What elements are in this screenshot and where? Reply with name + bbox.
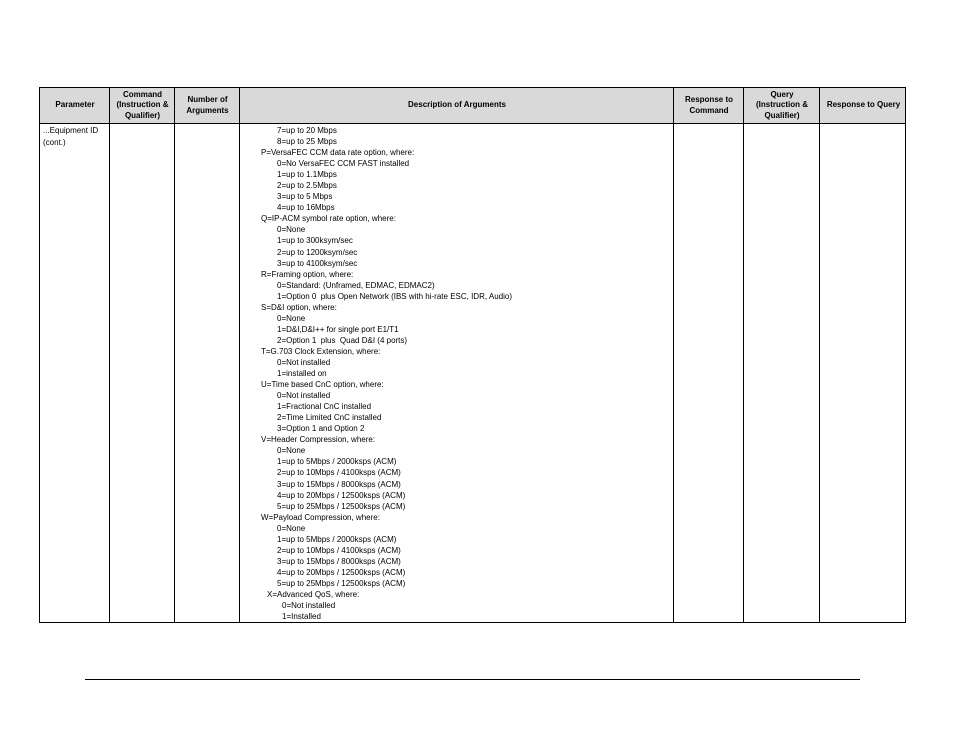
option-value: 2=up to 10Mbps / 4100ksps (ACM) <box>277 468 401 478</box>
option-value: 7=up to 20 Mbps <box>277 126 337 135</box>
option-value: 1=up to 5Mbps / 2000ksps (ACM) <box>277 534 397 544</box>
option-heading: W=Payload Compression, where: <box>261 512 380 522</box>
option-value: 0=No VersaFEC CCM FAST installed <box>277 159 410 169</box>
option-value: 1=Installed <box>282 612 321 622</box>
option-value: 2=up to 10Mbps / 4100ksps (ACM) <box>277 545 401 555</box>
description-cell <box>260 125 512 622</box>
option-value: 0=None <box>277 523 306 533</box>
option-value: 3=Option 1 and Option 2 <box>277 424 365 434</box>
header-description: Description of Arguments <box>408 100 506 110</box>
parameter-cell: ...Equipment ID (cont.) <box>43 126 99 147</box>
header-response-to-command: Response to Command <box>684 95 733 115</box>
option-value: 1=Fractional CnC installed <box>277 402 372 412</box>
option-heading: U=Time based CnC option, where: <box>261 380 384 390</box>
header-command: Command (Instruction & Qualifier) <box>116 89 169 120</box>
option-value: 4=up to 20Mbps / 12500ksps (ACM) <box>277 490 406 500</box>
option-value: 0=Not installed <box>277 391 331 401</box>
option-value: 2=Time Limited CnC installed <box>277 413 382 423</box>
option-value: 1=up to 1.1Mbps <box>277 170 337 180</box>
option-value: 4=up to 20Mbps / 12500ksps (ACM) <box>277 567 406 577</box>
option-heading: T=G.703 Clock Extension, where: <box>261 346 381 356</box>
option-value: 1=installed on <box>277 369 327 379</box>
option-heading: R=Framing option, where: <box>261 269 354 279</box>
option-value: 5=up to 25Mbps / 12500ksps (ACM) <box>277 578 406 588</box>
header-response-to-query: Response to Query <box>826 100 901 110</box>
option-value: 3=up to 4100ksym/sec <box>277 258 358 268</box>
option-value: 1=up to 5Mbps / 2000ksps (ACM) <box>277 457 397 467</box>
command-table <box>39 87 906 623</box>
option-value: 1=D&I,D&I++ for single port E1/T1 <box>277 324 399 334</box>
option-value: 0=Standard: (Unframed, EDMAC, EDMAC2) <box>277 280 435 290</box>
option-value: 1=up to 300ksym/sec <box>277 236 353 246</box>
option-value: 4=up to 16Mbps <box>277 203 335 213</box>
header-query: Query (Instruction & Qualifier) <box>756 89 808 120</box>
option-value: 0=Not installed <box>277 357 331 367</box>
option-value: 0=None <box>277 225 306 235</box>
option-value: 3=up to 15Mbps / 8000ksps (ACM) <box>277 556 401 566</box>
option-heading: Q=IP-ACM symbol rate option, where: <box>261 214 396 224</box>
option-value: 5=up to 25Mbps / 12500ksps (ACM) <box>277 501 406 511</box>
option-value: 2=up to 2.5Mbps <box>277 181 337 191</box>
option-heading: V=Header Compression, where: <box>261 435 376 445</box>
header-number-of-arguments: Number of Arguments <box>186 95 229 115</box>
option-value: 2=up to 1200ksym/sec <box>277 247 358 257</box>
option-value: 2=Option 1 plus Quad D&I (4 ports) <box>277 335 408 345</box>
option-heading: X=Advanced QoS, where: <box>267 589 360 599</box>
header-parameter: Parameter <box>55 100 95 110</box>
option-heading: P=VersaFEC CCM data rate option, where: <box>261 148 415 158</box>
option-value: 0=Not installed <box>282 601 336 611</box>
option-value: 0=None <box>277 313 306 323</box>
footer-rule <box>85 679 860 680</box>
option-heading: S=D&I option, where: <box>261 302 337 312</box>
option-value: 0=None <box>277 446 306 456</box>
option-value: 3=up to 5 Mbps <box>277 192 333 202</box>
option-value: 1=Option 0 plus Open Network (IBS with hi-rate ESC, IDR, Audio) <box>277 291 512 301</box>
option-value: 8=up to 25 Mbps <box>277 137 337 147</box>
option-value: 3=up to 15Mbps / 8000ksps (ACM) <box>277 479 401 489</box>
